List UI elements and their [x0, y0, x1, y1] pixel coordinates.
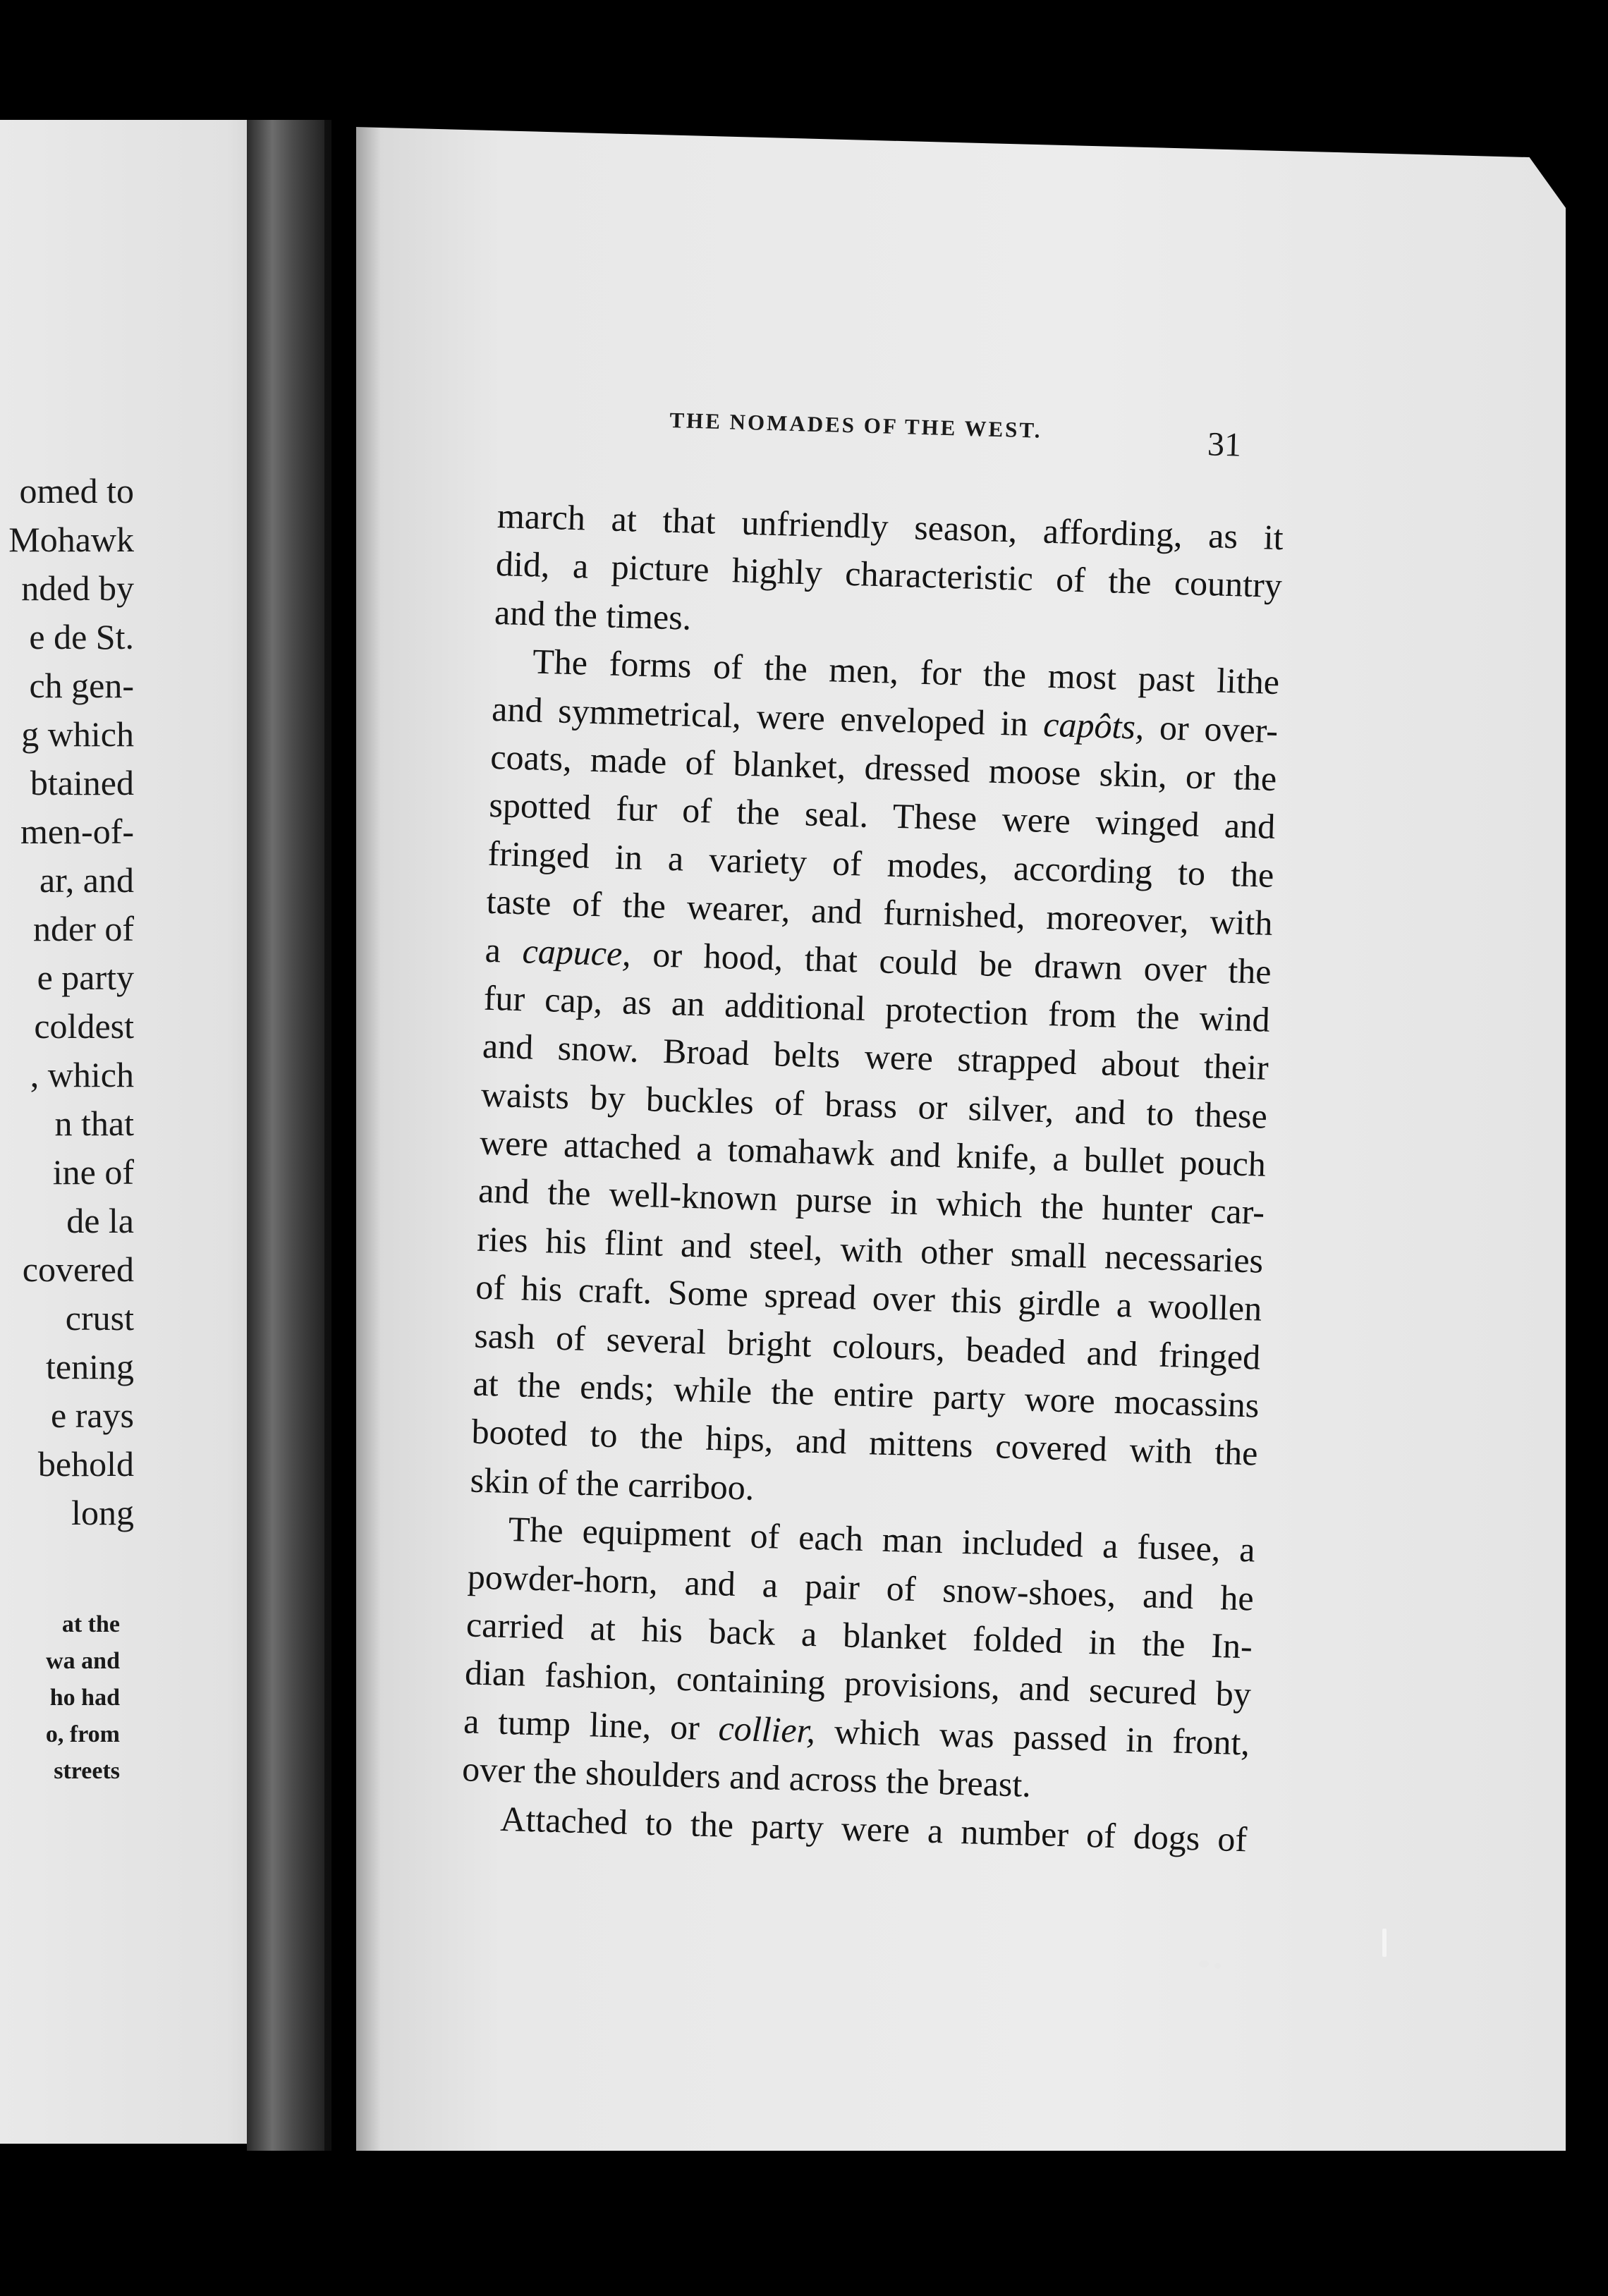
paper-speck: [1214, 1963, 1221, 1969]
body-text-line: ries his flint and steel, with other small necessaries: [476, 1219, 1264, 1281]
body-text-line: The forms of the men, for the most past lithe: [532, 641, 1280, 702]
body-text-line: sash of several bright colours, beaded and fringed: [473, 1315, 1261, 1377]
left-footnote-line: at the: [61, 1611, 120, 1637]
left-page-line: , which: [30, 1055, 134, 1094]
left-page-line: covered: [22, 1250, 134, 1289]
paper-speck: [1382, 1929, 1387, 1957]
left-footnote-line: streets: [54, 1758, 120, 1784]
body-text-line: and symmetrical, were enveloped in capôts, or over-: [491, 688, 1279, 750]
left-page-line: ine of: [52, 1152, 134, 1192]
left-page-line: n that: [54, 1104, 134, 1143]
left-page-line: long: [71, 1493, 134, 1532]
body-text-line: were attached a tomahawk and knife, a bullet pouch: [479, 1122, 1267, 1184]
body-text-line: booted to the hips, and mittens covered with the: [470, 1411, 1259, 1474]
left-page-line: nded by: [21, 568, 134, 608]
left-page-body-text: [0, 467, 134, 1537]
left-page-footnotes: [0, 1606, 120, 1790]
body-text-line: dian fashion, containing provisions, and secured by: [464, 1652, 1252, 1714]
body-text-line: march at that unfriendly season, affording, as it: [497, 495, 1284, 558]
body-text-line: The equipment of each man included a fusee, a: [508, 1509, 1256, 1570]
left-page-line: men-of-: [20, 812, 134, 851]
body-text-line: of his craft. Some spread over this girdle a woollen: [475, 1266, 1262, 1329]
left-page-line: coldest: [34, 1006, 134, 1046]
left-page-line: e rays: [51, 1396, 134, 1435]
body-text-line: powder-horn, and a pair of snow-shoes, and he: [467, 1556, 1255, 1618]
body-text-line: and the well-known purse in which the hunter car-: [477, 1171, 1265, 1233]
body-text-line: and snow. Broad belts were strapped about their: [482, 1026, 1269, 1088]
left-page-line: ch gen-: [29, 666, 134, 705]
body-text-line: carried at his back a blanket folded in the In-: [465, 1604, 1253, 1666]
left-page-line: behold: [37, 1444, 134, 1484]
left-page-line: e de St.: [29, 617, 134, 657]
left-page-line: e party: [37, 958, 134, 997]
left-page-line: tening: [46, 1347, 134, 1386]
left-page-line: g which: [21, 714, 134, 754]
left-page-line: ar, and: [39, 860, 134, 900]
body-text-line: waists by buckles of brass or silver, and to these: [480, 1074, 1268, 1136]
left-page-line: Mohawk: [8, 520, 134, 559]
left-page-line: crust: [65, 1298, 134, 1338]
right-page-body-text: [461, 491, 1284, 1863]
body-text-line: over the shoulders and across the breast.: [461, 1749, 1032, 1805]
body-text-line: a capuce, or hood, that could be drawn over the: [485, 929, 1272, 991]
body-text-line: fringed in a variety of modes, according to the: [487, 833, 1275, 895]
left-page-line: de la: [66, 1201, 134, 1240]
running-header: THE NOMADES OF THE WEST.: [669, 408, 1043, 443]
body-text-line: at the ends; while the entire party wore mocassins: [472, 1363, 1260, 1425]
page-number: 31: [1207, 425, 1242, 464]
paper-speck: [1199, 1960, 1209, 1967]
left-footnote-line: o, from: [45, 1721, 120, 1747]
left-page-line: omed to: [19, 471, 134, 511]
body-text-line: Attached to the party were a number of dogs of: [499, 1798, 1248, 1859]
left-footnote-line: wa and: [46, 1648, 120, 1674]
body-text-line: a tump line, or collier, which was passed in front,: [463, 1701, 1250, 1763]
gutter-shadow: [324, 120, 381, 2151]
body-text-line: did, a picture highly characteristic of the country: [495, 544, 1283, 606]
body-text-line: spotted fur of the seal. These were winged and: [488, 785, 1276, 847]
body-text-line: fur cap, as an additional protection from the wind: [483, 977, 1271, 1039]
book-gutter: [247, 120, 331, 2151]
left-page-line: nder of: [33, 909, 134, 948]
body-text-line: taste of the wearer, and furnished, moreover, with: [485, 881, 1274, 944]
body-text-line: and the times.: [494, 592, 693, 637]
body-text-line: coats, made of blanket, dressed moose skin, or the: [489, 736, 1277, 798]
body-text-line: skin of the carriboo.: [470, 1460, 755, 1508]
left-page-line: btained: [30, 763, 134, 802]
left-footnote-line: ho had: [49, 1685, 120, 1711]
